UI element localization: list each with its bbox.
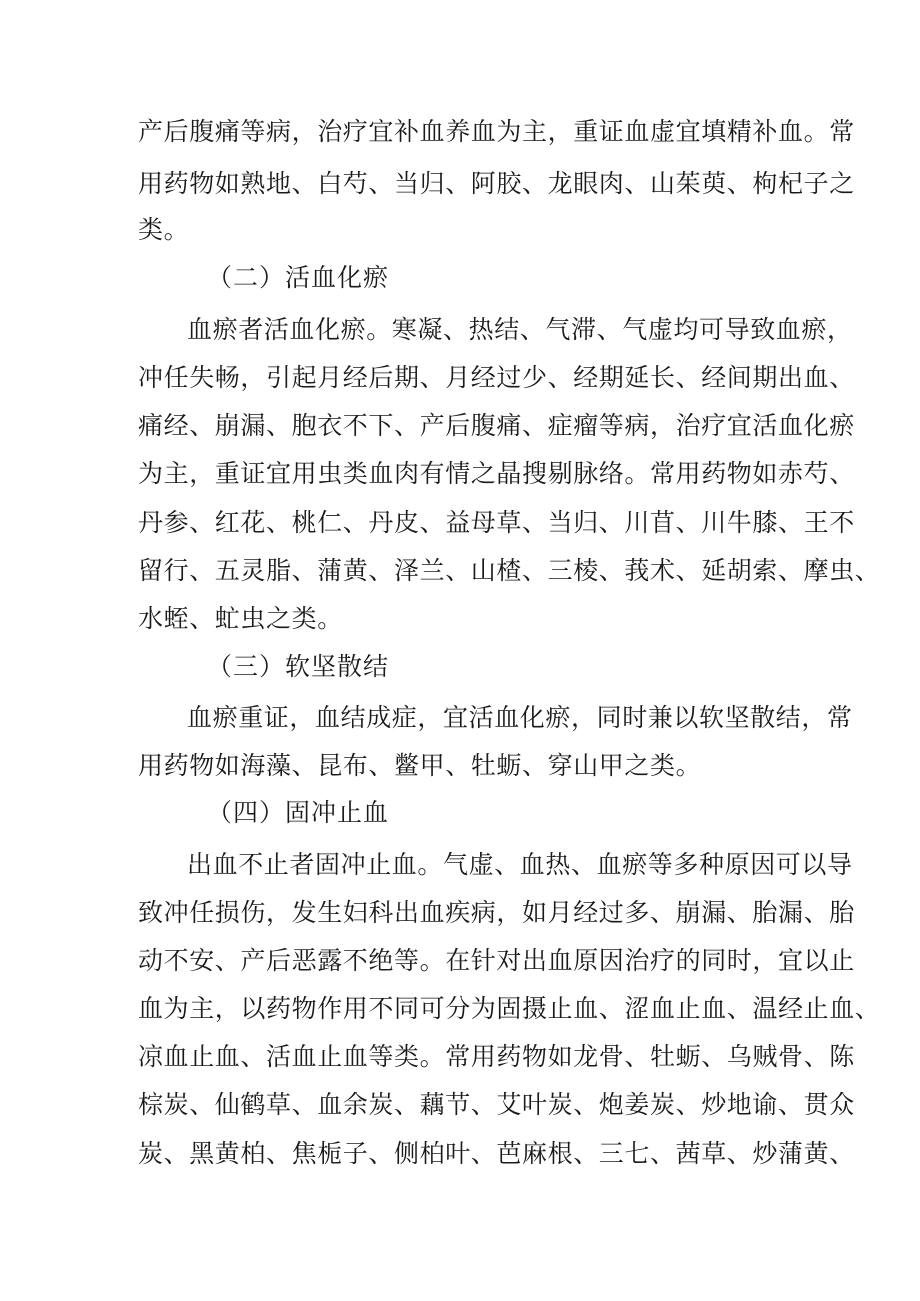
text-line: 用药物如熟地、白芍、当归、阿胶、龙眼肉、山茱萸、枸杞子之 [138, 169, 855, 198]
section-heading-2: （二）活血化瘀 [207, 263, 390, 292]
text-line: 棕炭、仙鹤草、血余炭、藕节、艾叶炭、炮姜炭、炒地谕、贯众 [138, 1090, 855, 1119]
text-line: 留行、五灵脂、蒲黄、泽兰、山楂、三棱、莪术、延胡索、摩虫、 [138, 556, 881, 585]
text-line: 致冲任损伤，发生妇科出血疾病，如月经过多、崩漏、胎漏、胎 [138, 898, 855, 927]
text-line: 血瘀者活血化瘀。寒凝、热结、气滞、气虚均可导致血瘀， [187, 315, 853, 344]
text-line: 动不安、产后恶露不绝等。在针对出血原因治疗的同时，宜以止 [138, 946, 855, 975]
text-line: 用药物如海藻、昆布、鳖甲、牡蛎、穿山甲之类。 [138, 751, 702, 780]
text-line: 血瘀重证，血结成症，宜活血化瘀，同时兼以软坚散结，常 [187, 703, 853, 732]
text-line: 出血不止者固冲止血。气虚、血热、血瘀等多种原因可以导 [187, 850, 853, 879]
section-heading-3: （三）软坚散结 [207, 652, 390, 681]
text-line: 类。 [138, 215, 190, 244]
text-line: 血为主，以药物作用不同可分为固摄止血、涩血止血、温经止血、 [138, 994, 881, 1023]
text-line: 为主，重证宜用虫类血肉有情之晶搜剔脉络。常用药物如赤芍、 [138, 459, 855, 488]
text-line: 丹参、红花、桃仁、丹皮、益母草、当归、川苜、川牛膝、王不 [138, 508, 855, 537]
text-line: 水蛭、虻虫之类。 [138, 604, 343, 633]
text-line: 冲任失畅，引起月经后期、月经过少、经期延长、经间期出血、 [138, 363, 855, 392]
text-line: 凉血止血、活血止血等类。常用药物如龙骨、牡蛎、乌贼骨、陈 [138, 1042, 855, 1071]
text-line: 痛经、崩漏、胞衣不下、产后腹痛、症瘤等病，治疗宜活血化瘀 [138, 411, 855, 440]
text-line: 炭、黑黄柏、焦栀子、侧柏叶、芭麻根、三七、茜草、炒蒲黄、 [138, 1139, 855, 1168]
text-line: 产后腹痛等病，治疗宜补血养血为主，重证血虚宜填精补血。常 [138, 117, 855, 146]
section-heading-4: （四）固冲止血 [207, 798, 390, 827]
